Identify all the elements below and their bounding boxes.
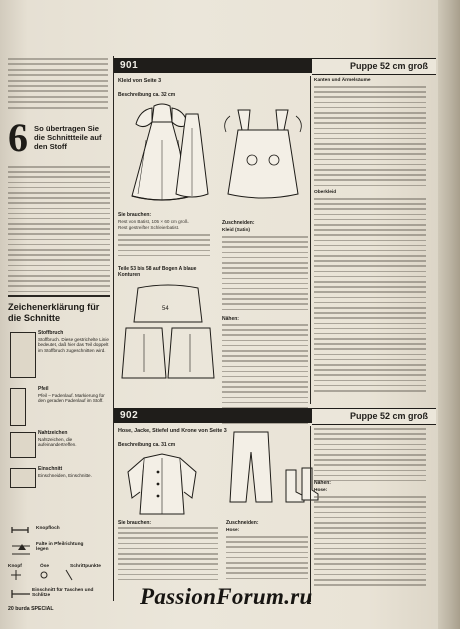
step-heading: So übertragen Sie die Schnittteile auf den Stoff <box>34 124 102 151</box>
section-901-right-lines-1 <box>314 86 426 190</box>
step-body-text <box>8 166 110 301</box>
legend-item <box>8 466 114 496</box>
legend-points: Schrittpunkte <box>70 564 101 569</box>
pinafore-illustration <box>218 106 308 202</box>
arrow-symbol <box>10 388 26 426</box>
section-901-cut-lines <box>222 236 308 314</box>
section-902-subtitle: Beschreibung ca. 31 cm <box>118 442 176 448</box>
section-901-materials-text: Rest von Batist, 105 × 60 cm groß. Rest gestreifter Schleierbatist. <box>118 219 189 230</box>
section-902-doll-header <box>312 408 436 425</box>
section-902-cut-heading: Zuschneiden: <box>226 520 259 526</box>
page-edge <box>438 0 460 629</box>
section-902-right-lines-1 <box>314 428 426 485</box>
column-divider-902 <box>310 426 311 602</box>
jacket-illustration <box>122 452 202 522</box>
section-901-right-heading: Kanten und Ärmelsäume <box>314 78 371 83</box>
notch-symbol <box>10 432 36 458</box>
watermark: PassionForum.ru <box>140 584 313 609</box>
legend-item <box>8 430 114 466</box>
section-902-header <box>114 408 312 423</box>
section-902-number: 902 <box>120 410 139 421</box>
legend-text: Nahtzeichen Nahtzeichen, die aufeinandertreffen. <box>38 430 77 448</box>
section-902-title: Hose, Jacke, Stiefel und Krone von Seite 3 <box>118 428 227 434</box>
legend-list <box>8 330 114 496</box>
section-902-sewing-sub: Hose: <box>314 488 328 493</box>
legend-heading: Zeichenerklärung für die Schnitte <box>8 302 100 323</box>
section-901-cut-heading: Zuschneiden: <box>222 220 255 226</box>
legend-fold: Falte in Pfeilrichtung legen <box>36 542 84 552</box>
section-902-cut-sub: Hose: <box>226 528 240 533</box>
section-902-cut-lines <box>226 536 308 583</box>
section-902-materials-lines <box>118 527 218 584</box>
section-901-materials-lines <box>118 234 210 260</box>
trousers-illustration <box>226 428 276 508</box>
legend-button: Knopf <box>8 564 22 569</box>
section-902-doll-size: Puppe 52 cm groß <box>349 411 428 421</box>
section-901-doll-header <box>312 58 436 75</box>
legend-eyelet: Öse <box>40 564 50 569</box>
step-number: 6 <box>8 115 28 160</box>
column-divider <box>113 56 114 601</box>
section-901-pattern-heading: Teile 53 bis 58 auf Bogen A blaue Konturen <box>118 266 197 278</box>
cut-symbol <box>10 468 36 488</box>
pattern-pieces-diagram <box>118 282 218 392</box>
section-901-doll-size: Puppe 52 cm groß <box>349 61 428 71</box>
boots-illustration <box>282 466 318 506</box>
section-901-sewing-heading: Nähen: <box>222 316 239 322</box>
section-901-title: Kleid von Seite 3 <box>118 78 162 84</box>
legend-item <box>8 330 114 386</box>
section-902-sewing-heading: Nähen: <box>314 480 331 486</box>
legend-buttonhole: Knopfloch <box>36 526 60 531</box>
svg-text:54: 54 <box>162 306 169 312</box>
divider <box>8 295 110 297</box>
legend-slit: Einschnitt für Taschen und Schlitze <box>32 588 94 598</box>
page-footer: 20 burda SPECIAL <box>8 606 54 612</box>
section-902-right-lines-2 <box>314 496 426 589</box>
section-901-right-mid-heading: Oberkleid <box>314 190 337 195</box>
dress-illustration-back <box>174 110 210 200</box>
legend-item <box>8 386 114 430</box>
legend-text: Einschnitt Einschneiden, Einschnitte. <box>38 466 92 478</box>
section-901-cut-sub: Kleid (Satin) <box>222 228 250 233</box>
legend-text: Pfeil Pfeil – Fadenlauf. Markierung für den geraden Fadenlauf im Stoff. <box>38 386 105 404</box>
stoffbruch-symbol <box>10 332 36 378</box>
section-901-number: 901 <box>120 60 139 71</box>
section-901-materials-heading: Sie brauchen: <box>118 212 152 218</box>
legend-text: Stoffbruch Stoffbruch. Diese gestrichelte Linie bedeutet, daß hier das Teil doppelt im Stoffbruch zugeschnitten wird. <box>38 330 109 353</box>
intro-text-block <box>8 58 108 112</box>
section-901-subtitle: Beschreibung ca. 32 cm <box>118 92 176 98</box>
section-901-right-lines-2 <box>314 198 426 395</box>
section-901-header <box>114 58 312 73</box>
section-902-materials-heading: Sie brauchen: <box>118 520 152 526</box>
column-divider-901 <box>310 76 311 404</box>
